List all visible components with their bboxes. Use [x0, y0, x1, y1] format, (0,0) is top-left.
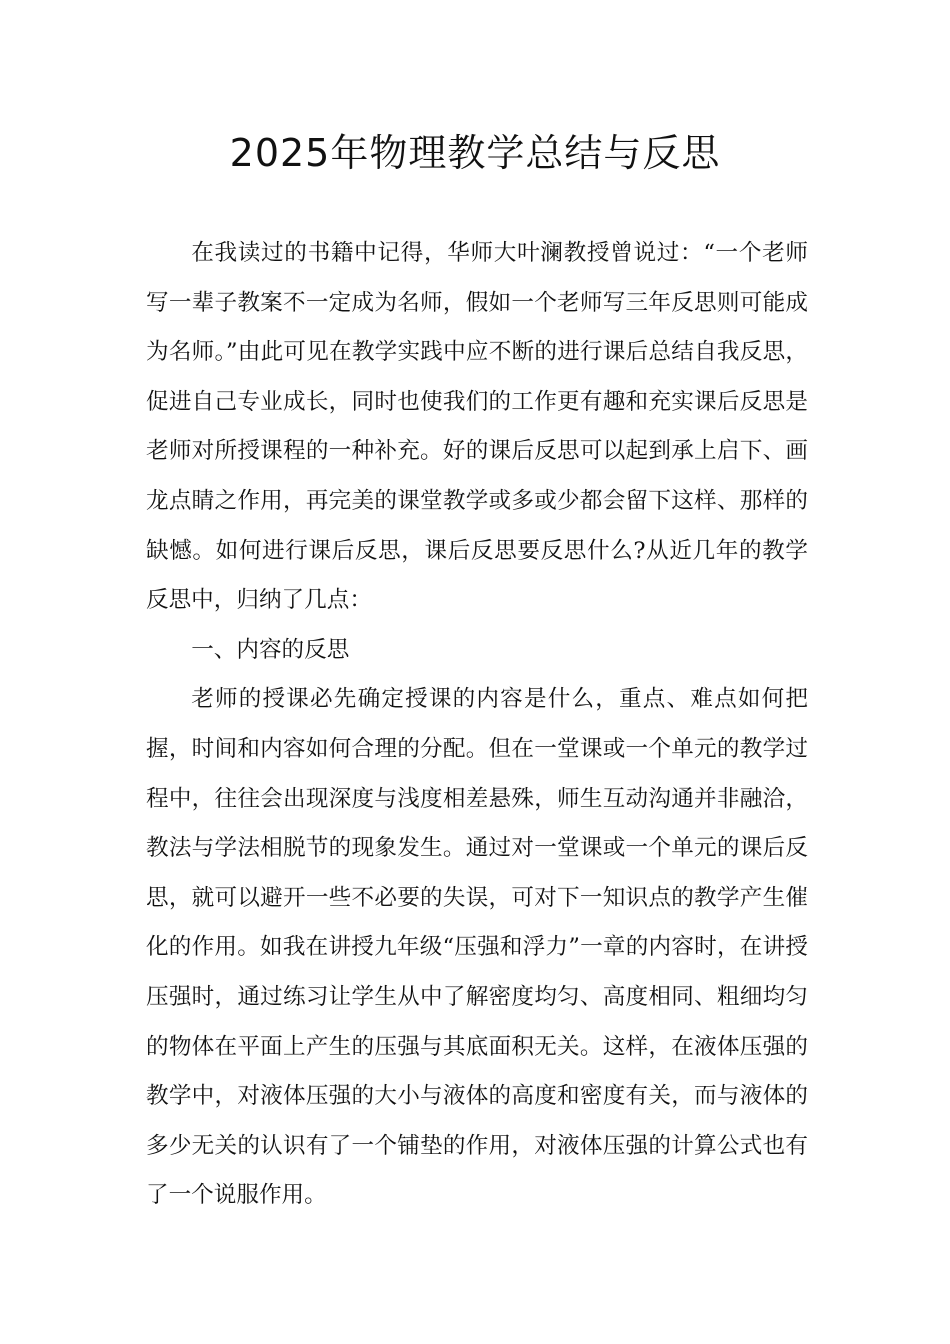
document-body — [146, 229, 808, 1221]
section-heading-content-reflection: 一、内容的反思 — [191, 636, 350, 663]
document-title: 2025年物理教学总结与反思 — [229, 131, 721, 175]
paragraph-intro: 在我读过的书籍中记得，华师大叶澜教授曾说过：“一个老师写一辈子教案不一定成为名师，假如一个老师写三年反思则可能成为名师。”由此可见在教学实践中应不断的进行课后总结自我反思，促进自己专业成长，同时也使我们的工作更有趣和充实课后反思是老师对所授课程的一种补充。好的课后反思可以起到承上启下、画龙点睛之作用，再完美的课堂教学或多或少都会留下这样、那样的缺憾。如何进行课后反思，课后反思要反思什么?从近几年的教学反思中，归纳了几点： — [146, 240, 808, 614]
paragraph-content-reflection: 老师的授课必先确定授课的内容是什么，重点、难点如何把握，时间和内容如何合理的分配。但在一堂课或一个单元的教学过程中，往往会出现深度与浅度相差悬殊，师生互动沟通并非融洽，教法与学法相脱节的现象发生。通过对一堂课或一个单元的课后反思，就可以避开一些不必要的失误，可对下一知识点的教学产生催化的作用。如我在讲授九年级“压强和浮力”一章的内容时，在讲授压强时，通过练习让学生从中了解密度均匀、高度相同、粗细均匀的物体在平面上产生的压强与其底面积无关。这样，在液体压强的教学中，对液体压强的大小与液体的高度和密度有关，而与液体的多少无关的认识有了一个铺垫的作用，对液体压强的计算公式也有了一个说服作用。 — [146, 686, 808, 1209]
